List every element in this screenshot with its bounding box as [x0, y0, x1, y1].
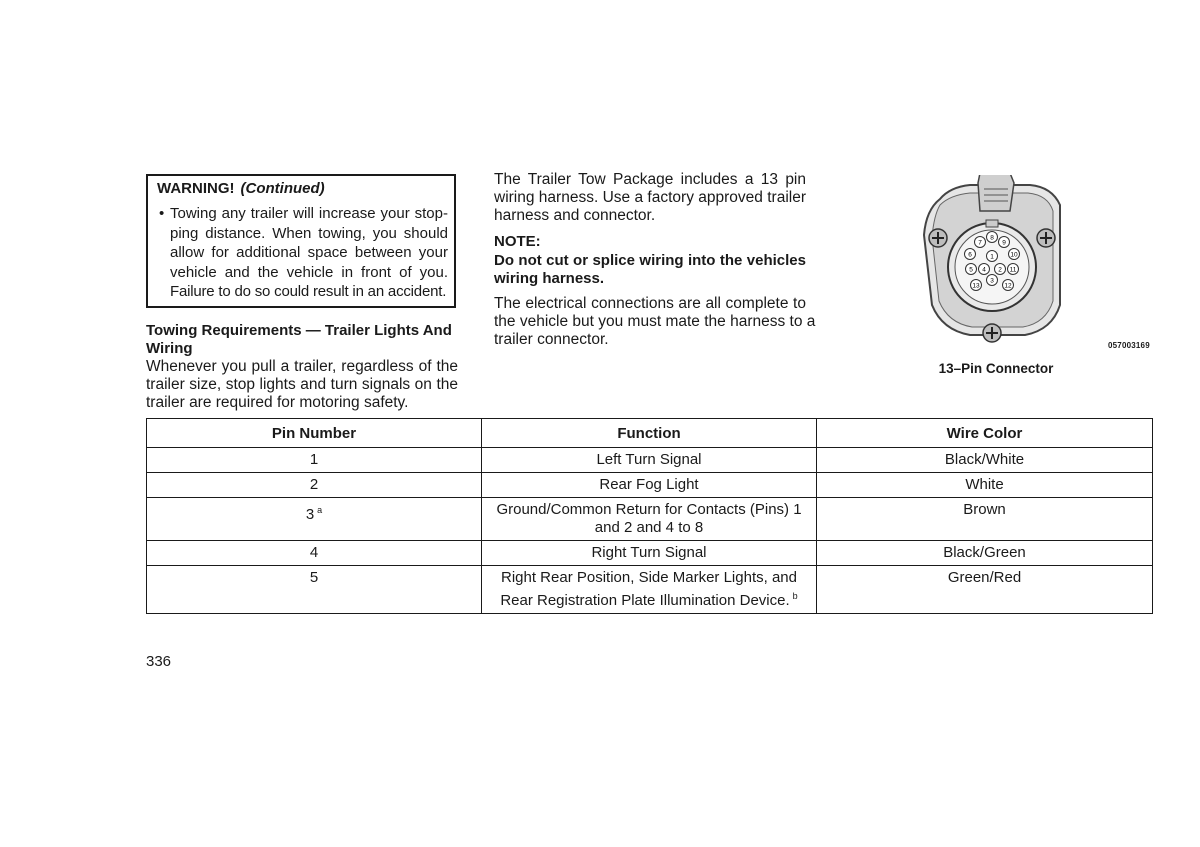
pin-number: 5	[309, 569, 319, 586]
warning-heading	[157, 180, 325, 197]
pin-label: 2	[998, 266, 1002, 274]
table-row	[147, 541, 1153, 566]
paragraph-line: trailer connector.	[494, 331, 609, 348]
figure-code: 057003169	[1108, 341, 1150, 350]
socket-key	[986, 220, 998, 227]
pin-cell	[147, 473, 482, 498]
body-line: trailer are required for motoring safety.	[146, 394, 409, 411]
pin-cell	[147, 566, 482, 614]
color-cell: Black/Green	[817, 541, 1153, 566]
table-row	[147, 498, 1153, 541]
pin-number: 4	[309, 544, 319, 561]
pin-cell	[147, 448, 482, 473]
pin-number: 3	[305, 506, 315, 523]
pin-label: 12	[1004, 282, 1012, 290]
pin-label: 3	[990, 277, 994, 285]
connector-latch	[978, 175, 1014, 211]
figure-caption: 13–Pin Connector	[938, 361, 1054, 376]
function-text: Ground/Common Return for Contacts (Pins) 1	[496, 501, 802, 518]
bullet-glyph: •	[159, 205, 165, 222]
tow-package-paragraph	[494, 171, 806, 225]
pin-label: 10	[1010, 251, 1018, 259]
pin-cell	[147, 498, 482, 541]
color-cell: Black/White	[817, 448, 1153, 473]
connections-paragraph	[494, 295, 816, 349]
function-text: Rear Fog Light	[599, 476, 699, 493]
color-cell: Green/Red	[817, 566, 1153, 614]
function-text: Rear Registration Plate Illumination Device.	[500, 592, 790, 609]
warning-title: WARNING!	[157, 180, 235, 197]
warning-line: ping distance. When towing, you should	[170, 224, 448, 242]
pin-label: 8	[990, 234, 994, 242]
header-pin-number: Pin Number	[147, 419, 482, 448]
footnote-marker: b	[792, 591, 798, 601]
heading-line: Towing Requirements — Trailer Lights And	[146, 322, 452, 339]
paragraph-line: The Trailer Tow Package includes a 13 pin	[494, 171, 806, 188]
pin-label: 11	[1009, 266, 1017, 274]
body-line: trailer size, stop lights and turn signals on the	[146, 376, 458, 393]
function-text: Right Turn Signal	[591, 544, 707, 561]
pin-assignment-table	[146, 418, 1153, 614]
color-cell: White	[817, 473, 1153, 498]
warning-line: Failure to do so could result in an accident.	[170, 283, 447, 300]
pin-label: 1	[990, 253, 994, 261]
page-number: 336	[146, 653, 172, 670]
note-label: NOTE:	[494, 233, 541, 250]
pin-label: 9	[1002, 239, 1006, 247]
warning-line: Towing any trailer will increase your stop-	[170, 205, 448, 222]
pin-label: 7	[978, 239, 982, 247]
function-cell	[482, 498, 817, 541]
note-line: Do not cut or splice wiring into the vehicles	[494, 252, 806, 269]
paragraph-line: the vehicle but you must mate the harness to a	[494, 313, 816, 330]
pin-number: 2	[309, 476, 319, 493]
function-cell	[482, 448, 817, 473]
header-wire-color: Wire Color	[817, 419, 1153, 448]
table-row	[147, 566, 1153, 614]
function-cell	[482, 541, 817, 566]
footnote-marker: a	[317, 505, 323, 515]
table-row	[147, 448, 1153, 473]
table-row	[147, 473, 1153, 498]
heading-line: Wiring	[146, 340, 193, 357]
pin-cell	[147, 541, 482, 566]
pin-label: 5	[969, 266, 973, 274]
function-text: and 2 and 4 to 8	[594, 519, 704, 536]
towing-requirements-heading	[146, 322, 458, 358]
color-cell: Brown	[817, 498, 1153, 541]
note-line: wiring harness.	[494, 270, 605, 287]
body-line: Whenever you pull a trailer, regardless of the	[146, 358, 458, 375]
warning-continued: (Continued)	[240, 180, 325, 197]
pin-label: 6	[968, 251, 972, 259]
paragraph-line: wiring harness. Use a factory approved trailer	[494, 189, 806, 206]
table-header-row	[147, 419, 1153, 448]
towing-requirements-body	[146, 358, 458, 412]
warning-line: allow for additional space between your	[170, 244, 448, 261]
connector-drawing	[910, 175, 1150, 355]
connector-illustration	[910, 175, 1150, 355]
header-function: Function	[482, 419, 817, 448]
function-text: Right Rear Position, Side Marker Lights, and	[501, 569, 797, 586]
paragraph-line: The electrical connections are all complete to	[494, 295, 806, 312]
pin-number: 1	[309, 451, 319, 468]
pin-label: 4	[982, 266, 986, 274]
pin-label: 13	[972, 282, 980, 290]
warning-line: vehicle and the vehicle in front of you.	[170, 263, 448, 281]
warning-box	[146, 174, 456, 308]
function-text: Left Turn Signal	[596, 451, 702, 468]
function-cell	[482, 566, 817, 614]
function-cell	[482, 473, 817, 498]
paragraph-line: harness and connector.	[494, 207, 656, 224]
note-block	[494, 233, 806, 288]
